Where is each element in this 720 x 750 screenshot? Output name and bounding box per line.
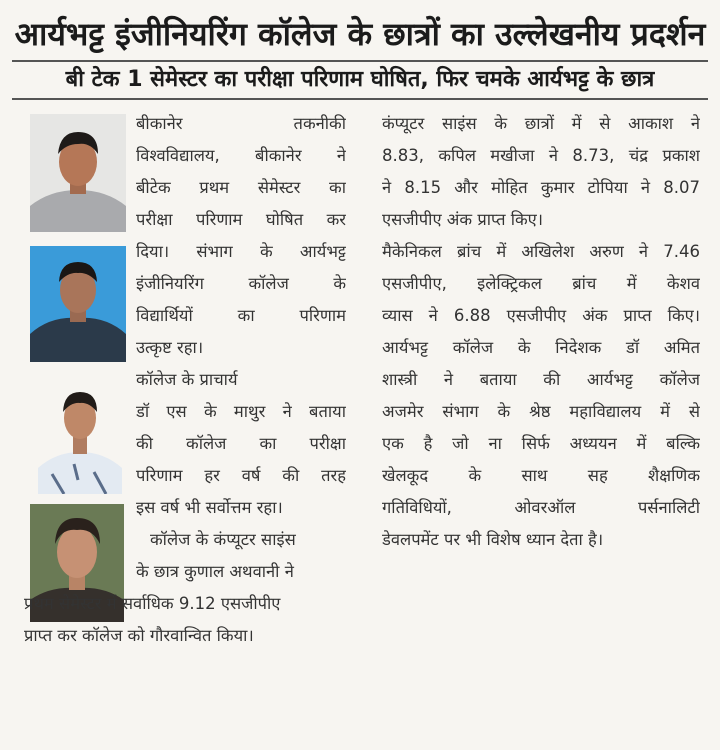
left-line: परीक्षा परिणाम घोषित कर [136,210,346,229]
right-line: मैकेनिकल ब्रांच में अखिलेश अरुण ने 7.46 [382,242,700,261]
right-line: 8.83, कपिल मखीजा ने 8.73, चंद्र प्रकाश [382,146,700,165]
right-line: कंप्यूटर साइंस के छात्रों में से आकाश ने [382,114,700,133]
right-line: एसजीपीए, इलेक्ट्रिकल ब्रांच में केशव [382,274,700,293]
left-line: इस वर्ष भी सर्वोत्तम रहा। [136,498,283,517]
left-line: परिणाम हर वर्ष की तरह [136,466,346,485]
left-line: इंजीनियरिंग कॉलेज के [136,274,346,293]
right-line: आर्यभट्ट कॉलेज के निदेशक डॉ अमित [382,338,700,357]
left-line: की कॉलेज का परीक्षा [136,434,346,453]
left-line: के छात्र कुणाल अथवानी ने [136,562,294,581]
left-line: कॉलेज के कंप्यूटर साइंस [150,530,296,549]
left-line: डॉ एस के माथुर ने बताया [136,402,346,421]
right-line: खेलकूद के साथ सह शैक्षणिक [382,466,700,485]
subheadline: बी टेक 1 सेमेस्टर का परीक्षा परिणाम घोषित, फिर चमके आर्यभट्ट के छात्र [65,67,655,92]
right-line: एक है जो ना सिर्फ अध्ययन में बल्कि [382,434,700,453]
left-line: बीकानेर तकनीकी [136,114,346,133]
headline: आर्यभट्ट इंजीनियरिंग कॉलेज के छात्रों का उल्लेखनीय प्रदर्शन [14,15,706,53]
left-line: दिया। संभाग के आर्यभट्ट [136,242,346,261]
right-line: एसजीपीए अंक प्राप्त किए। [382,210,544,229]
left-line: विद्यार्थियों का परिणाम [136,306,346,325]
right-line: शास्त्री ने बताया की आर्यभट्ट कॉलेज [382,370,700,389]
left-line: प्राप्त कर कॉलेज को गौरवान्वित किया। [24,626,254,645]
right-line: डेवलपमेंट पर भी विशेष ध्यान देता है। [382,530,604,549]
left-line: कॉलेज के प्राचार्य [136,370,238,389]
right-line: ने 8.15 और मोहित कुमार टोपिया ने 8.07 [382,178,700,197]
right-line: व्यास ने 6.88 एसजीपीए अंक प्राप्त किए। [382,306,700,325]
left-line: बीटेक प्रथम सेमेस्टर का [136,178,346,197]
left-line: विश्वविद्यालय, बीकानेर ने [136,146,346,165]
right-line: गतिविधियों, ओवरऑल पर्सनालिटी [382,498,700,517]
left-line: प्रथम सेमेस्टर में सर्वाधिक 9.12 एसजीपीए [24,594,281,613]
left-line: उत्कृष्ट रहा। [136,338,204,357]
right-line: अजमेर संभाग के श्रेष्ठ महाविद्यालय में से [382,402,700,421]
